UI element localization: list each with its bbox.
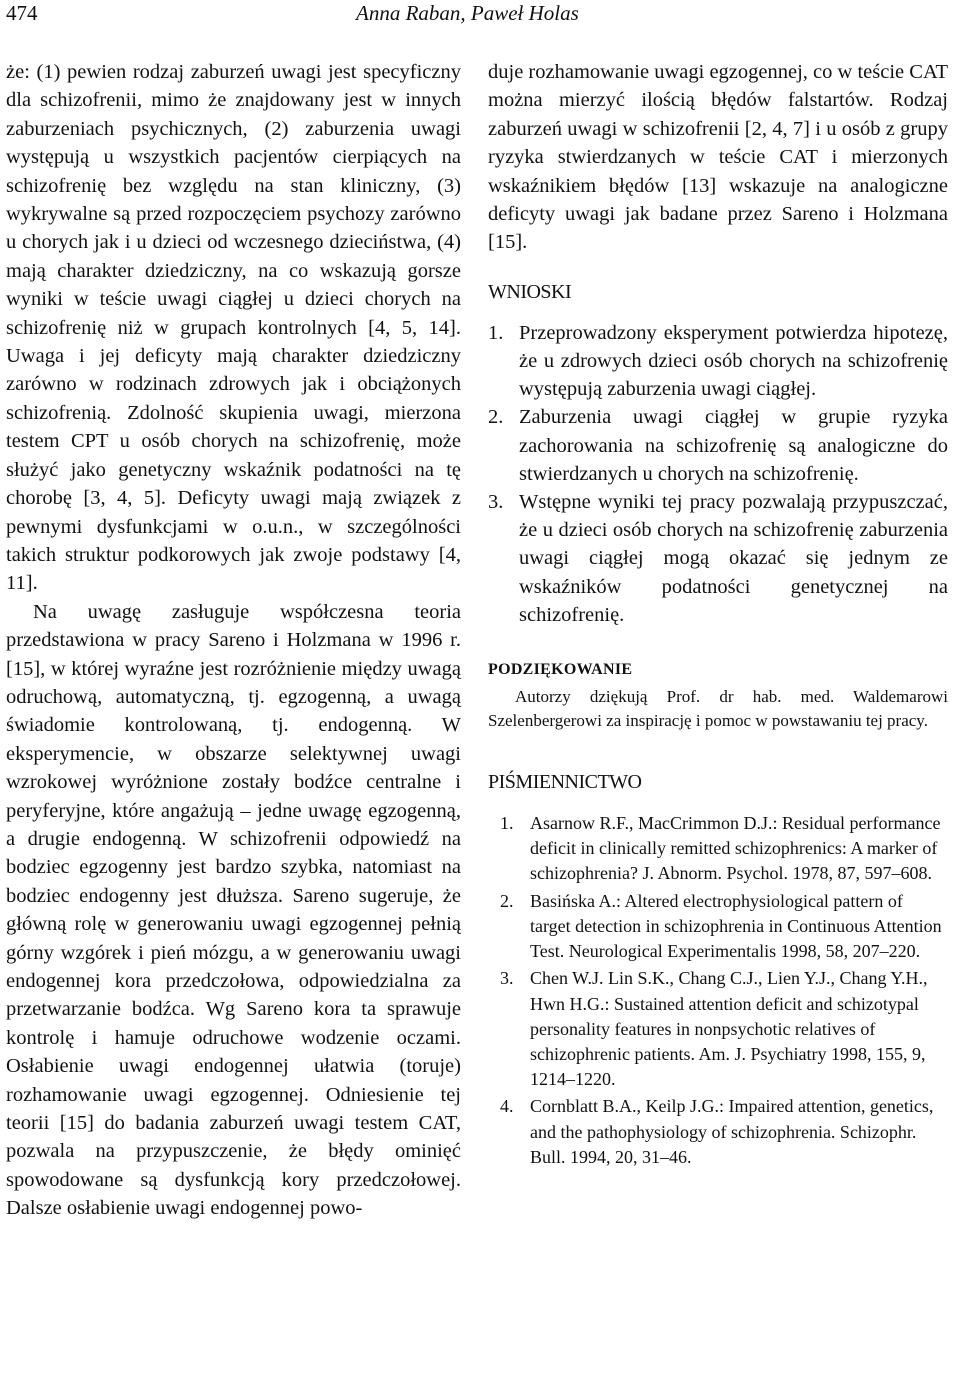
conclusion-item — [488, 488, 948, 629]
body-paragraph-2: Na uwagę zasługuje współczesna teoria przedstawiona w pracy Sareno i Holzmana w 1996 r. [15], w której wyraźne jest rozróżnienie między uwagą odruchową, automatyczną, tj. egzogenną, a uwagą świadomie kontrolowaną, tj. endogenną. W eksperymencie, w obszarze selektywnej uwagi wzrokowej wyróżnione zostały bodźce centralne i peryferyjne, które angażują – jedne uwagę egzogenną, a drugie endogenną. W schizofrenii odpowiedź na bodziec egzogenny jest bardzo szybka, natomiast na bodziec endogenny jest dłuższa. Sareno sugeruje, że główną rolę w generowaniu uwagi egzogennej pełnią górny wzgórek i pień mózgu, a w generowaniu uwagi endogennej kora przedczołowa, odpowiedzialna za przetwarzanie bodźca. Wg Sareno kora ta sprawuje kontrolę i hamuje odruchowe wodzenie oczami. Osłabienie uwagi endogennej ułatwia (toruje) rozhamowanie uwagi egzogennej. Odniesienie tej teorii [15] do badania zaburzeń uwagi testem CAT, pozwala na przypuszczenie, że błędy ominięć spowodowane są dysfunkcją kory przedczołowej. Dalsze osłabienie uwagi endogennej powo- — [6, 600, 461, 1220]
reference-number: 4. — [500, 1096, 514, 1117]
reference-text: Asarnow R.F., MacCrimmon D.J.: Residual performance deficit in clinically remitted schizophrenics: A marker of schizophrenia? J. Abnorm. Psychol. 1978, 87, 597–608. — [530, 813, 941, 884]
acknowledgements-heading: PODZIĘKOWANIE — [488, 661, 633, 679]
references-list — [488, 811, 948, 1170]
reference-number: 2. — [500, 890, 514, 911]
acknowledgements-body: Autorzy dziękują Prof. dr hab. med. Waldemarowi Szelenbergerowi za inspirację i pomoc w powstawaniu tej pracy. — [488, 687, 948, 731]
conclusion-number: 1. — [488, 321, 504, 344]
conclusion-number: 3. — [488, 491, 504, 514]
body-paragraph-continued: duje rozhamowanie uwagi egzogennej, co w teście CAT można mierzyć ilością błędów falstartów. Rodzaj zaburzeń uwagi w schizofrenii [2, 4, 7] i u osób z grupy ryzyka stwierdzanych w teście CAT i mierzonych wskaźnikiem błędów [13] wskazuje na analogiczne deficyty uwagi jak badane przez Sareno i Holzmana [15]. — [488, 61, 948, 254]
reference-item — [488, 889, 948, 965]
conclusion-text: Zaburzenia uwagi ciągłej w grupie ryzyka zachorowania na schizofrenię są analogiczne do stwierdzanych u chorych na schizofrenię. — [519, 406, 948, 485]
conclusion-text: Wstępne wyniki tej pracy pozwalają przypuszczać, że u dzieci osób chorych na schizofrenię zaburzenia uwagi ciągłej mogą okazać się jednym ze wskaźników podatności genetycznej na schizofrenię. — [519, 491, 948, 626]
reference-number: 3. — [500, 968, 514, 989]
reference-text: Basińska A.: Altered electrophysiological pattern of target detection in schizophrenia in Continuous Attention Test. Neurological Experimentalis 1998, 58, 207–220. — [530, 890, 942, 962]
reference-item — [488, 811, 948, 887]
reference-text: Cornblatt B.A., Keilp J.G.: Impaired attention, genetics, and the pathophysiology of schizophrenia. Schizophr. Bull. 1994, 20, 31–46. — [530, 1096, 934, 1167]
page-number: 474 — [6, 1, 38, 25]
reference-number: 1. — [500, 813, 514, 834]
body-paragraph-1: że: (1) pewien rodzaj zaburzeń uwagi jest specyficzny dla schizofrenii, mimo że znajdowany jest w innych zaburzeniach psychicznych, (2) zaburzenia uwagi występują u wszystkich pacjentów cierpiących na schizofrenię bez względu na stan kliniczny, (3) wykrywalne są przed rozpoczęciem psychozy zarówno u chorych jak i u dzieci od wczesnego dzieciństwa, (4) mają charakter dziedziczny, na co wskazują gorsze wyniki w teście uwagi ciągłej u dzieci chorych na schizofrenię niż w grupach kontrolnych [4, 5, 14]. Uwaga i jej deficyty mają charakter dziedziczny zarówno w rodzinach zdrowych jak i obciążonych schizofrenią. Zdolność skupienia uwagi, mierzona testem CPT u osób chorych na schizofrenię, może służyć jako genetyczny wskaźnik podatności na tę chorobę [3, 4, 5]. Deficyty uwagi mają związek z pewnymi dysfunkcjami w o.u.n., w szczególności takich struktur podkorowych jak zwoje podstawy [4, 11]. — [6, 61, 461, 595]
references-heading: PIŚMIENNICTWO — [488, 771, 642, 794]
conclusion-item — [488, 319, 948, 404]
conclusion-text: Przeprowadzony eksperyment potwierdza hipotezę, że u zdrowych dzieci osób chorych na schizofrenię występują zaburzenia uwagi ciągłej. — [519, 321, 948, 401]
reference-item — [488, 1094, 948, 1170]
conclusions-heading: WNIOSKI — [488, 280, 572, 303]
running-head: Anna Raban, Paweł Holas — [356, 1, 579, 25]
conclusions-list — [488, 319, 948, 629]
acknowledgements-text — [488, 685, 948, 733]
reference-item — [488, 966, 948, 1092]
conclusion-number: 2. — [488, 406, 504, 429]
right-column — [488, 58, 948, 1172]
reference-text: Chen W.J. Lin S.K., Chang C.J., Lien Y.J., Chang Y.H., Hwn H.G.: Sustained attention deficit and schizotypal personality features in nonpsychotic relatives of schizophrenic patients. Am. J. Psychiatry 1998, 155, 9, 1214–1220. — [530, 968, 928, 1090]
conclusion-item — [488, 403, 948, 488]
left-column — [6, 58, 461, 1223]
